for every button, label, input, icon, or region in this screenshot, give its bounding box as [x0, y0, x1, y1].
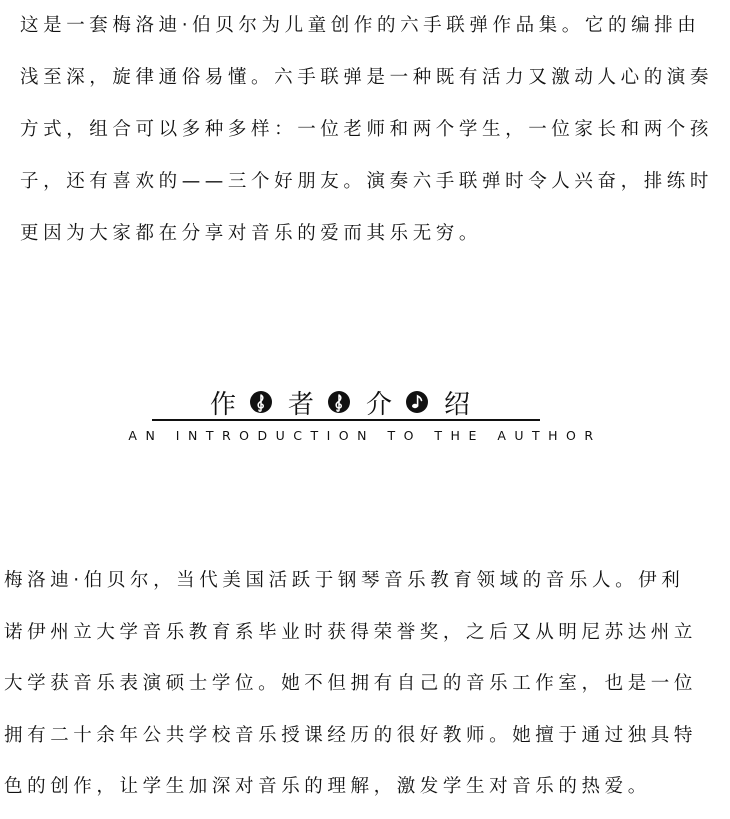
- heading-char: 作: [209, 389, 236, 420]
- intro-line: 这是一套梅洛迪·伯贝尔为儿童创作的六手联弹作品集。它的编排由: [20, 15, 701, 36]
- heading-char: 绍: [443, 389, 470, 420]
- bio-line: 大学获音乐表演硕士学位。她不但拥有自己的音乐工作室，也是一位: [4, 673, 698, 694]
- heading-divider: [152, 419, 540, 421]
- intro-paragraph: [20, 0, 713, 260]
- section-heading: [0, 376, 730, 446]
- heading-char: 介: [365, 389, 392, 420]
- bio-line: 诺伊州立大学音乐教育系毕业时获得荣誉奖，之后又从明尼苏达州立: [4, 621, 698, 643]
- intro-line: 方式，组合可以多种多样：一位老师和两个学生，一位家长和两个孩: [20, 119, 714, 140]
- treble-clef-icon: [328, 391, 350, 413]
- intro-line: 更因为大家都在分享对音乐的爱而其乐无穷。: [20, 223, 483, 244]
- treble-clef-icon: [250, 391, 272, 413]
- bio-line: 梅洛迪·伯贝尔，当代美国活跃于钢琴音乐教育领域的音乐人。伊利: [4, 570, 685, 591]
- bio-line: 色的创作，让学生加深对音乐的理解，激发学生对音乐的热爱。: [4, 776, 651, 797]
- bio-line: 拥有二十余年公共学校音乐授课经历的很好教师。她擅于通过独具特: [4, 724, 698, 746]
- intro-line: 浅至深，旋律通俗易懂。六手联弹是一种既有活力又激动人心的演奏: [20, 67, 714, 88]
- heading-title: [208, 382, 472, 422]
- intro-line: 子，还有喜欢的——三个好朋友。演奏六手联弹时令人兴奋，排练时: [20, 171, 714, 192]
- bio-paragraph: [4, 555, 697, 813]
- music-note-icon: [406, 391, 428, 413]
- heading-subtitle: AN INTRODUCTION TO THE AUTHOR: [128, 428, 602, 443]
- heading-char: 者: [287, 389, 314, 420]
